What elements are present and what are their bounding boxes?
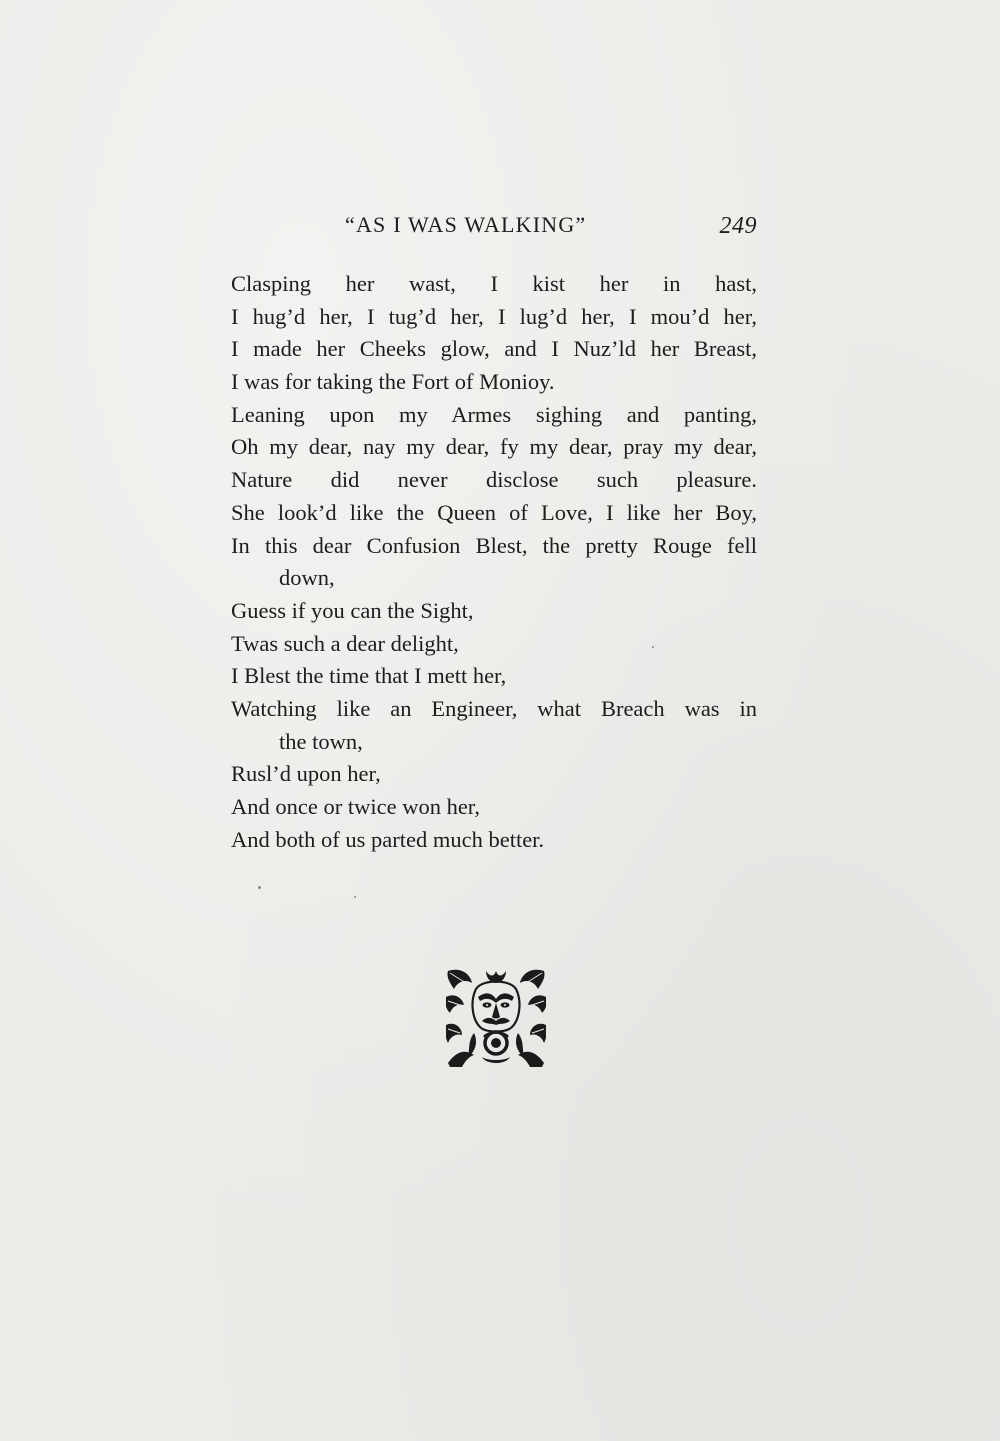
poem-line: I hug’d her, I tug’d her, I lug’d her, I mou’d her, — [231, 303, 757, 329]
paper-speck — [354, 896, 356, 898]
poem-line: And both of us parted much better. — [231, 826, 545, 852]
poem-line-continuation: down, — [279, 565, 335, 591]
poem-line: Leaning upon my Armes sighing and panting, — [231, 401, 757, 427]
paper-speck — [652, 646, 654, 648]
poem-line: In this dear Confusion Blest, the pretty Rouge fell — [231, 532, 757, 558]
poem-line-continuation: the town, — [279, 728, 363, 754]
paper-speck — [258, 886, 261, 889]
poem-line: I made her Cheeks glow, and I Nuz’ld her Breast, — [231, 336, 757, 362]
poem-line: Twas such a dear delight, — [231, 630, 459, 656]
poem-line: Nature did never disclose such pleasure. — [231, 467, 757, 493]
green-man-foliate-mask-icon — [446, 967, 546, 1067]
poem-line: She look’d like the Queen of Love, I like her Boy, — [231, 499, 757, 525]
poem-line: Watching like an Engineer, what Breach was in — [231, 695, 757, 721]
running-head — [230, 212, 757, 246]
poem-line: Oh my dear, nay my dear, fy my dear, pray my dear, — [231, 434, 757, 460]
poem-line: Rusl’d upon her, — [231, 761, 381, 787]
poem-line: I was for taking the Fort of Monioy. — [231, 369, 555, 395]
poem-line: I Blest the time that I mett her, — [231, 663, 507, 689]
running-title: “AS I WAS WALKING” — [345, 212, 587, 237]
poem-line: Guess if you can the Sight, — [231, 597, 474, 623]
poem-text — [231, 268, 757, 856]
page-number: 249 — [719, 213, 757, 239]
poem-line: Clasping her wast, I kist her in hast, — [231, 271, 757, 296]
poem-line: And once or twice won her, — [231, 794, 481, 819]
